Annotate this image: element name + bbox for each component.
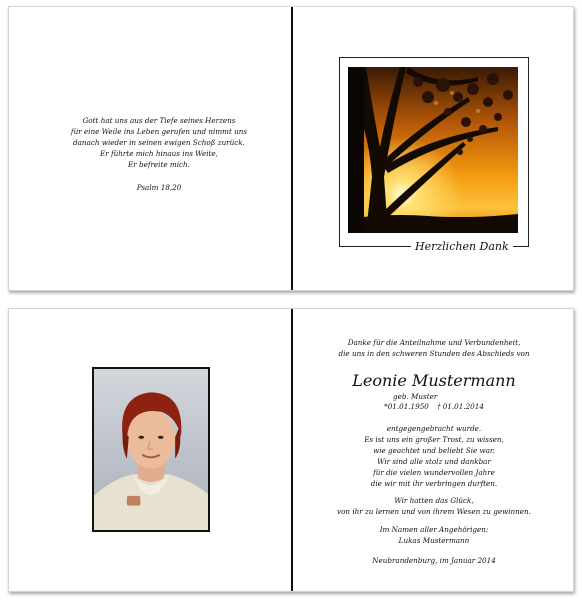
died-symbol: † bbox=[437, 402, 441, 411]
card-inside bbox=[8, 308, 574, 592]
verse-reference: Psalm 18,20 bbox=[136, 183, 182, 192]
verse-block bbox=[49, 115, 269, 193]
text-line: die wir mit ihr verbringen durften. bbox=[370, 479, 498, 488]
text-line: Danke für die Anteilnahme und Verbundenheit, bbox=[347, 338, 521, 347]
text-line: Im Namen aller Angehörigen: bbox=[379, 525, 489, 534]
died-date: 01.01.2014 bbox=[442, 402, 484, 411]
text-line: entgegengebracht wurde. bbox=[386, 424, 482, 433]
card-fold-line bbox=[291, 309, 293, 591]
text-line: Es ist uns ein großer Trost, zu wissen, bbox=[364, 435, 504, 444]
born-date: 01.01.1950 bbox=[387, 402, 429, 411]
card-front bbox=[8, 6, 574, 291]
born-date-group bbox=[384, 402, 429, 411]
text-line: für die vielen wundervollen Jahre bbox=[373, 468, 495, 477]
photo-frame bbox=[339, 57, 529, 247]
died-date-group bbox=[437, 402, 484, 411]
verse-line: Er befreite mich. bbox=[128, 160, 190, 169]
caption-herzlichen-dank: Herzlichen Dank bbox=[411, 240, 513, 253]
thanks-closing bbox=[309, 495, 559, 517]
text-line: die uns in den schweren Stunden des Abschieds von bbox=[338, 349, 530, 358]
verse-line: für eine Weile ins Leben gerufen und nimmt uns bbox=[70, 127, 248, 136]
born-symbol: * bbox=[384, 402, 388, 411]
text-line: wie geachtet und beliebt Sie war. bbox=[373, 446, 495, 455]
text-line: Wir sind alle stolz und dankbar bbox=[377, 457, 491, 466]
verse-line: Er führte mich hinaus ins Weite, bbox=[100, 149, 218, 158]
portrait-photo bbox=[92, 367, 210, 532]
birth-name: geb. Muster bbox=[393, 392, 438, 401]
text-line: Lukas Mustermann bbox=[398, 536, 470, 545]
text-line: von ihr zu lernen und von ihrem Wesen zu gewinnen. bbox=[337, 507, 531, 516]
signature-block bbox=[309, 524, 559, 546]
place-date: Neubrandenburg, im Januar 2014 bbox=[372, 556, 496, 565]
card-fold-line bbox=[291, 7, 293, 290]
thanks-intro bbox=[309, 337, 559, 359]
deceased-name: Leonie Mustermann bbox=[352, 371, 516, 390]
text-line: Wir hatten das Glück, bbox=[394, 496, 474, 505]
verse-line: Gott hat uns aus der Tiefe seines Herzens bbox=[82, 116, 236, 125]
verse-line: danach wieder in seinen ewigen Schoß zurück. bbox=[73, 138, 245, 147]
thanks-message bbox=[309, 423, 559, 489]
sunset-tree-photo bbox=[348, 67, 518, 233]
life-dates bbox=[309, 402, 559, 411]
